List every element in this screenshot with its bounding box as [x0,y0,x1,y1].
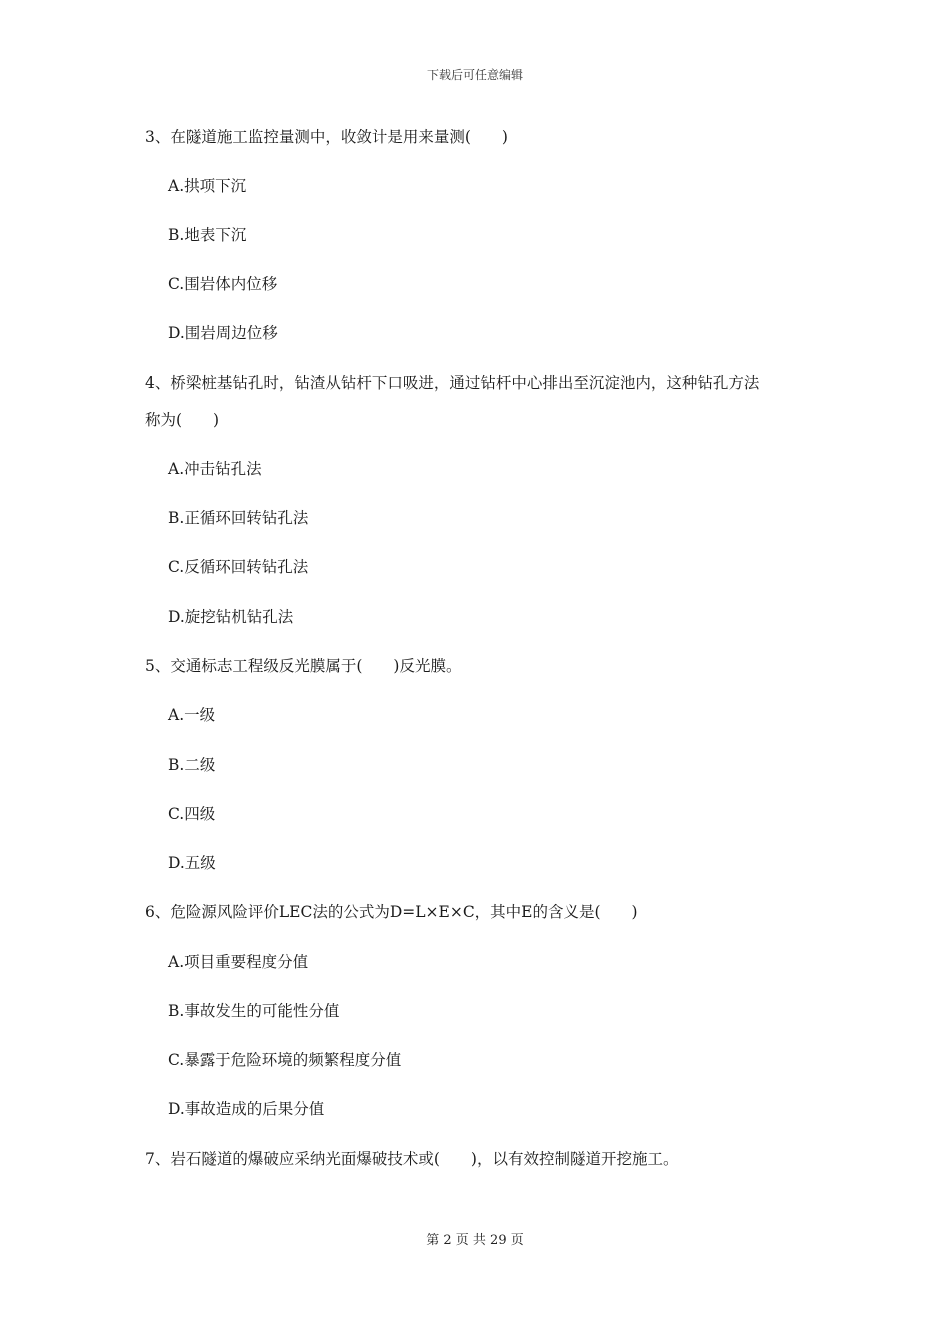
question-4-stem-line-1: 4、桥梁桩基钻孔时，钻渣从钻杆下口吸进，通过钻杆中心排出至沉淀池内，这种钻孔方法 [145,374,760,392]
question-6-option-a: A.项目重要程度分值 [168,953,309,971]
question-5-option-c: C.四级 [168,805,216,823]
question-4-option-d: D.旋挖钻机钻孔法 [168,608,294,626]
question-3-stem: 3、在隧道施工监控量测中，收敛计是用来量测( ) [145,128,508,146]
question-3-option-c: C.围岩体内位移 [168,275,278,293]
question-6-stem: 6、危险源风险评价LEC法的公式为D=L×E×C，其中E的含义是( ) [145,903,638,921]
question-3-option-a: A.拱项下沉 [168,177,247,195]
question-4-option-a: A.冲击钻孔法 [168,460,262,478]
question-5-option-a: A.一级 [168,706,216,724]
question-7-stem: 7、岩石隧道的爆破应采纳光面爆破技术或( )，以有效控制隧道开挖施工。 [145,1150,679,1168]
page-header: 下载后可任意编辑 [426,68,523,82]
question-4-option-c: C.反循环回转钻孔法 [168,558,309,576]
question-3-option-b: B.地表下沉 [168,226,247,244]
question-4-stem-line-2: 称为( ) [145,411,220,429]
question-5-option-b: B.二级 [168,756,216,774]
question-4-option-b: B.正循环回转钻孔法 [168,509,309,527]
page-footer: 第 2 页 共 29 页 [426,1233,524,1248]
question-6-option-c: C.暴露于危险环境的频繁程度分值 [168,1051,402,1069]
question-5-stem: 5、交通标志工程级反光膜属于( )反光膜。 [145,657,462,675]
question-5-option-d: D.五级 [168,854,216,872]
question-6-option-d: D.事故造成的后果分值 [168,1100,325,1118]
question-6-option-b: B.事故发生的可能性分值 [168,1002,340,1020]
question-3-option-d: D.围岩周边位移 [168,324,278,342]
